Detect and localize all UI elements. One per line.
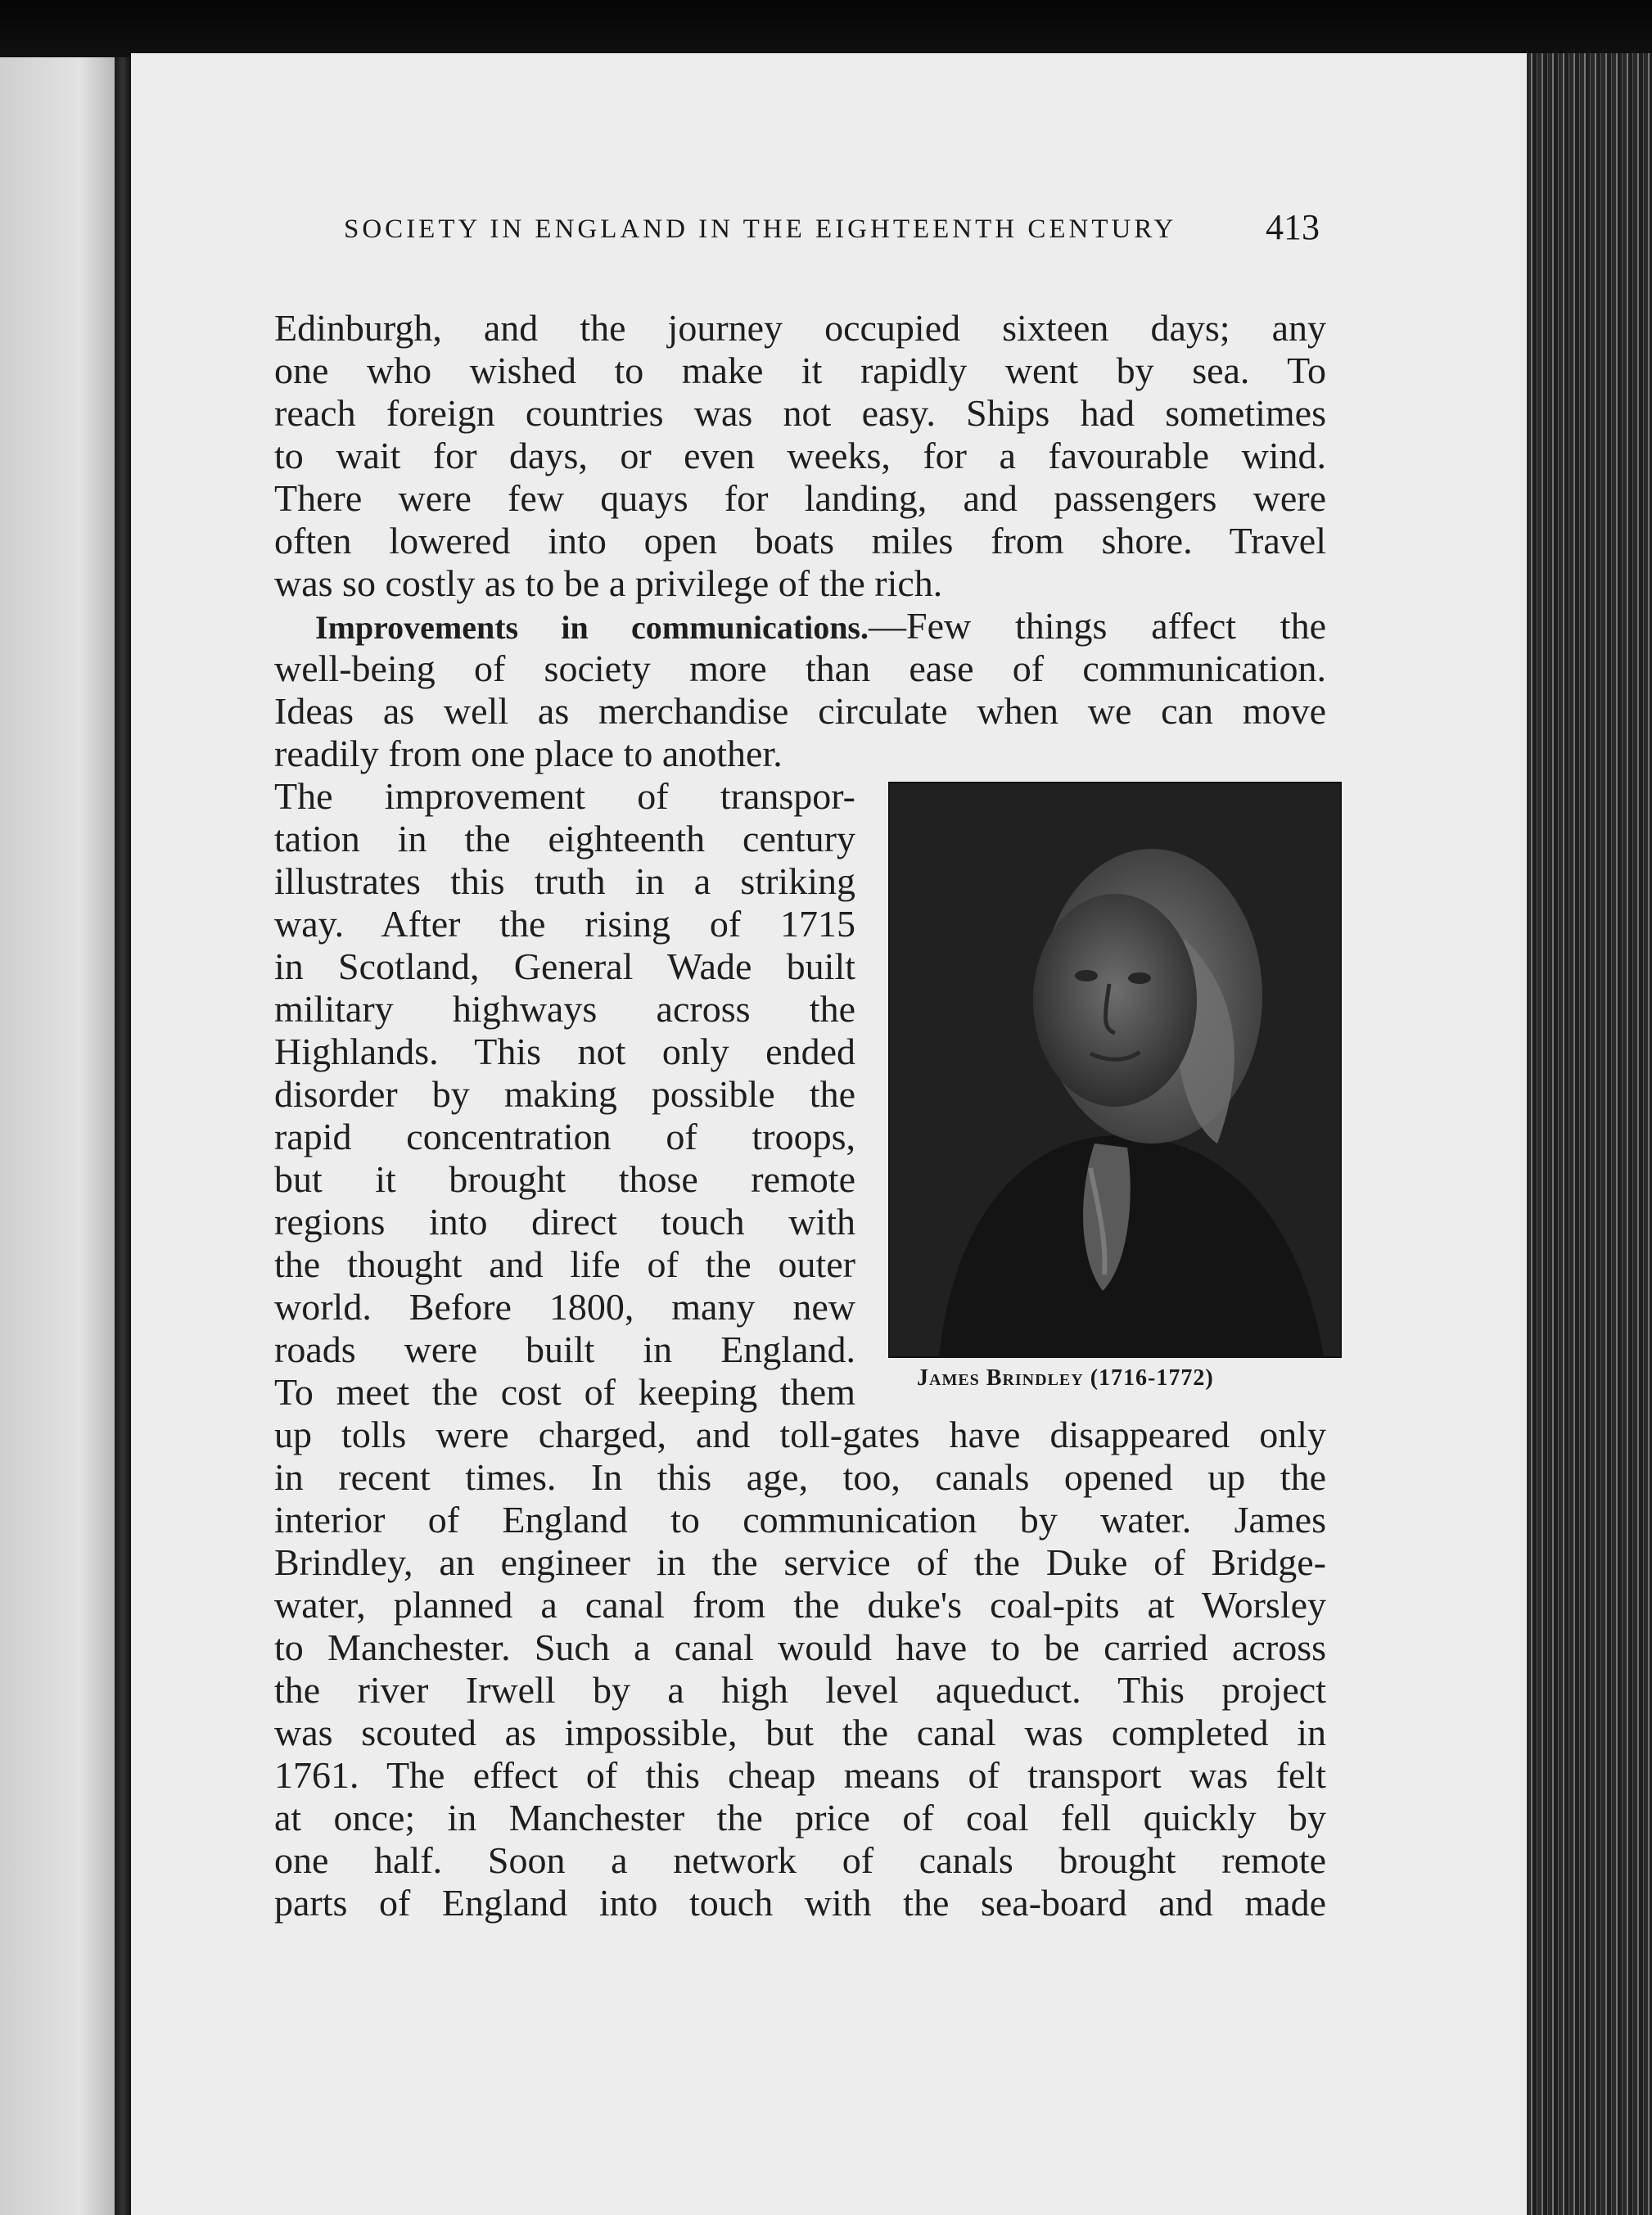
text-line: disorder by making possible the — [274, 1073, 855, 1115]
text-line: but it brought those remote — [274, 1158, 855, 1200]
portrait-image — [890, 783, 1340, 1356]
heading-line-text: —Few things affect the — [869, 605, 1327, 647]
text-line: up tolls were charged, and toll-gates have disappeared only — [274, 1414, 1326, 1455]
text-line: the thought and life of the outer — [274, 1243, 855, 1285]
figure-caption: James Brindley (1716-1772) — [917, 1365, 1214, 1391]
text-line: Edinburgh, and the journey occupied sixteen days; any — [274, 307, 1326, 349]
running-header: SOCIETY IN ENGLAND IN THE EIGHTEENTH CENTURY — [344, 214, 1177, 244]
portrait-figure — [888, 782, 1342, 1358]
text-line: regions into direct touch with — [274, 1201, 855, 1243]
text-line: to Manchester. Such a canal would have to be carried across — [274, 1626, 1326, 1668]
text-line: tation in the eighteenth century — [274, 818, 855, 859]
text-line: interior of England to communication by water. James — [274, 1499, 1326, 1541]
text-line: at once; in Manchester the price of coal fell quickly by — [274, 1797, 1326, 1838]
text-line: often lowered into open boats miles from shore. Travel — [274, 520, 1326, 562]
text-line: illustrates this truth in a striking — [274, 860, 855, 902]
text-line: way. After the rising of 1715 — [274, 903, 855, 945]
text-line: Brindley, an engineer in the service of the Duke of Bridge- — [274, 1541, 1326, 1583]
text-line: The improvement of transpor- — [274, 775, 855, 817]
text-line: Ideas as well as merchandise circulate when we can move — [274, 690, 1326, 732]
text-line: readily from one place to another. — [274, 733, 783, 774]
text-line: To meet the cost of keeping them — [274, 1371, 855, 1413]
text-line: to wait for days, or even weeks, for a favourable wind. — [274, 435, 1326, 476]
text-line: world. Before 1800, many new — [274, 1286, 855, 1328]
text-line: in Scotland, General Wade built — [274, 945, 855, 987]
text-line: There were few quays for landing, and passengers were — [274, 477, 1326, 519]
text-line: military highways across the — [274, 988, 855, 1030]
text-line: reach foreign countries was not easy. Ships had sometimes — [274, 392, 1326, 434]
text-line: rapid concentration of troops, — [274, 1116, 855, 1157]
section-heading: Improvements in communications. — [315, 609, 869, 646]
page-number: 413 — [1266, 207, 1320, 247]
text-line: was so costly as to be a privilege of the rich. — [274, 562, 943, 604]
text-line: parts of England into touch with the sea-board and made — [274, 1882, 1326, 1924]
text-line: 1761. The effect of this cheap means of transport was felt — [274, 1754, 1326, 1796]
text-line: was scouted as impossible, but the canal was completed in — [274, 1712, 1326, 1753]
facing-page-edge — [0, 57, 115, 2215]
text-line: Highlands. This not only ended — [274, 1031, 855, 1072]
text-line: the river Irwell by a high level aqueduct. This project — [274, 1669, 1326, 1711]
section-heading-line — [274, 605, 1326, 649]
text-line: roads were built in England. — [274, 1329, 855, 1370]
text-line: one half. Soon a network of canals brought remote — [274, 1839, 1326, 1881]
book-gutter — [115, 57, 131, 2215]
page-stack-edge — [1527, 53, 1652, 2215]
text-line: in recent times. In this age, too, canals opened up the — [274, 1456, 1326, 1498]
text-line: well-being of society more than ease of communication. — [274, 647, 1326, 689]
text-line: water, planned a canal from the duke's coal-pits at Worsley — [274, 1584, 1326, 1626]
text-line: one who wished to make it rapidly went by sea. To — [274, 350, 1326, 391]
